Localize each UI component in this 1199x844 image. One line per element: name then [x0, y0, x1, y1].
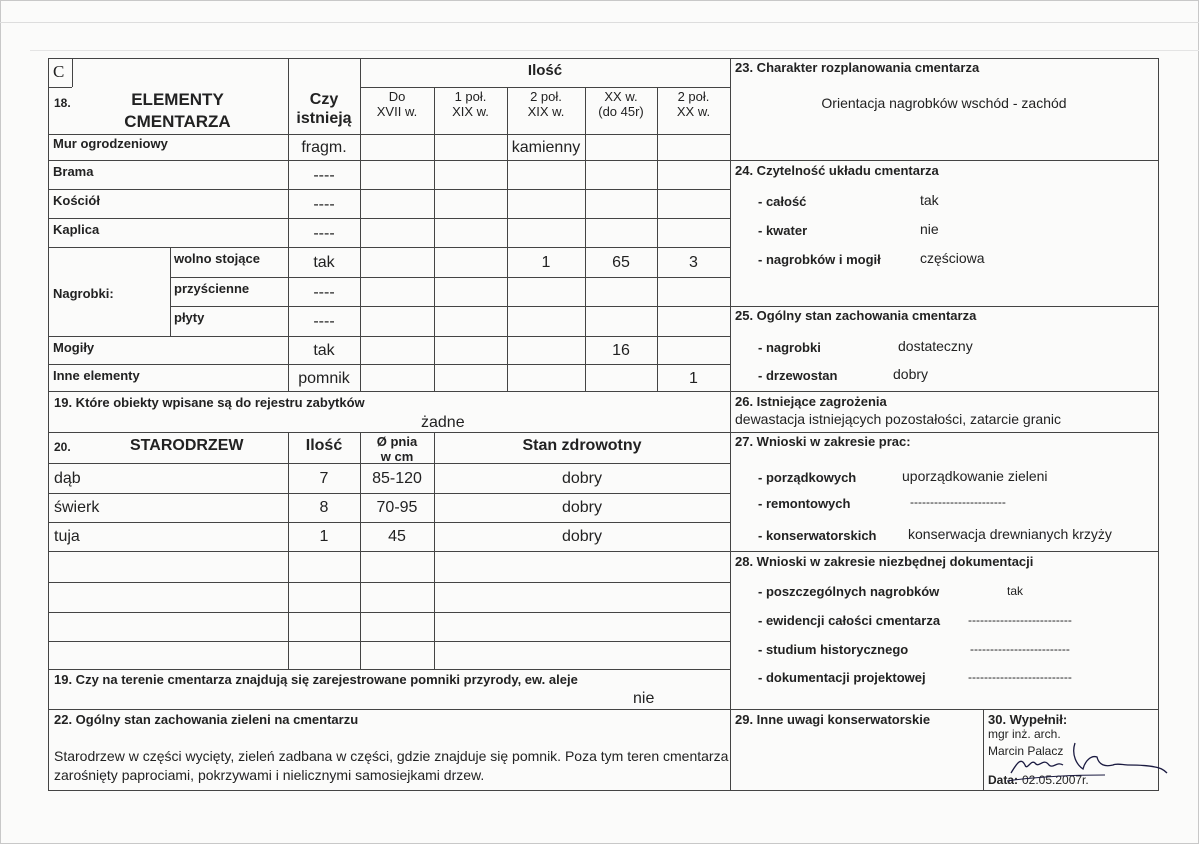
period-5-l2: XX w.: [676, 104, 711, 119]
period-5-l1: 2 poł.: [677, 89, 710, 104]
s18-title-1: ELEMENTY: [131, 90, 224, 109]
s19a-question: 19. Które obiekty wpisane są do rejestru zabytków: [54, 395, 365, 410]
period-3-l2: XIX w.: [527, 104, 565, 119]
period-4-l2: (do 45r): [598, 104, 644, 119]
period-1-l1: Do: [388, 89, 406, 104]
value-mur-kamienny: kamienny: [511, 139, 581, 156]
top-scan-edge: [0, 22, 1199, 23]
value-wolno-2pol20: 3: [689, 254, 698, 271]
s28-nagrobkow-value: tak: [1007, 584, 1024, 598]
s20-col-stan: Stan zdrowotny: [522, 437, 642, 454]
s24-calosc-value: tak: [920, 192, 939, 208]
s24-kwater-label: - kwater: [758, 223, 808, 238]
s18-title-2: CMENTARZA: [124, 112, 231, 131]
s28-title: 28. Wnioski w zakresie niezbędnej dokumentacji: [735, 554, 1034, 569]
row-label-kaplica: Kaplica: [53, 222, 100, 237]
s23-title: 23. Charakter rozplanowania cmentarza: [735, 60, 980, 75]
s28-dokumentacji-value: --------------------------: [968, 670, 1072, 684]
section-letter: C: [53, 62, 65, 81]
s28-studium-label: - studium historycznego: [758, 642, 909, 657]
s19b-question: 19. Czy na terenie cmentarza znajdują się zarejestrowane pomniki przyrody, ew. aleje: [54, 672, 578, 687]
value-inne-2pol20: 1: [689, 370, 698, 387]
s26-text: dewastacja istniejących pozostałości, zatarcie granic: [735, 411, 1062, 427]
tree-name-3: tuja: [54, 528, 80, 545]
s20-col-ilosc: Ilość: [305, 437, 343, 454]
s22-text-2: zarośnięty paprociami, pokrzywami i nielicznymi samosiejkami drzew.: [54, 767, 485, 783]
row-label-wolno: wolno stojące: [174, 251, 260, 266]
s26-title: 26. Istniejące zagrożenia: [735, 394, 887, 409]
top-scan-edge-2: [30, 50, 1199, 51]
s18-number: 18.: [54, 96, 71, 110]
period-4-l1: XX w.: [604, 89, 638, 104]
czy-przyscienne: ----: [313, 284, 335, 301]
s24-calosc-label: - całość: [758, 194, 807, 209]
nagrobki-label: Nagrobki:: [53, 286, 114, 301]
tree-name-1: dąb: [54, 470, 81, 487]
row-label-kosciol: Kościół: [53, 193, 100, 208]
tree-stan-2: dobry: [561, 499, 603, 516]
czy-kosciol: ----: [313, 196, 335, 213]
s27-remontowych-value: ------------------------: [910, 495, 1006, 509]
value-wolno-2pol19: 1: [541, 254, 551, 271]
s28-ewidencji-label: - ewidencji całości cmentarza: [758, 613, 941, 628]
s19a-answer: żadne: [421, 414, 465, 431]
s20-col-pnia-2: w cm: [380, 449, 414, 464]
czy-plyty: ----: [313, 313, 335, 330]
tree-name-2: świerk: [54, 499, 100, 516]
s20-col-pnia-1: Ø pnia: [376, 434, 418, 449]
s30-date-value: 02.05.2007r.: [1022, 773, 1089, 787]
s20-number: 20.: [54, 440, 71, 454]
s25-title: 25. Ogólny stan zachowania cmentarza: [735, 308, 977, 323]
row-label-mogily: Mogiły: [53, 340, 95, 355]
s19b-answer: nie: [633, 690, 655, 707]
s28-ewidencji-value: --------------------------: [968, 613, 1072, 627]
s27-porzadkowych-value: uporządkowanie zieleni: [902, 468, 1048, 484]
row-label-brama: Brama: [53, 164, 94, 179]
tree-stan-3: dobry: [561, 528, 603, 545]
s25-nagrobki-label: - nagrobki: [758, 340, 821, 355]
s27-konserwatorskich-label: - konserwatorskich: [758, 528, 877, 543]
s20-title: STARODRZEW: [130, 437, 244, 454]
s28-nagrobkow-label: - poszczególnych nagrobków: [758, 584, 940, 599]
s24-kwater-value: nie: [920, 221, 939, 237]
s27-title: 27. Wnioski w zakresie prac:: [735, 434, 911, 449]
s24-nagrobkow-value: częściowa: [920, 250, 985, 266]
czy-wolno: tak: [313, 254, 335, 271]
ilosc-header: Ilość: [527, 62, 563, 79]
s24-nagrobkow-label: - nagrobków i mogił: [758, 252, 881, 267]
s25-drzewostan-label: - drzewostan: [758, 368, 838, 383]
czy-inne: pomnik: [298, 370, 350, 387]
s27-porzadkowych-label: - porządkowych: [758, 470, 857, 485]
value-mogily-xx: 16: [612, 342, 630, 359]
s22-title: 22. Ogólny stan zachowania zieleni na cmentarzu: [54, 712, 359, 727]
period-2-l2: XIX w.: [452, 104, 489, 119]
s28-studium-value: -------------------------: [970, 642, 1070, 656]
signature-scribble: [1005, 735, 1175, 790]
row-label-przyscienne: przyścienne: [174, 281, 250, 296]
czy-mogily: tak: [313, 342, 335, 359]
s27-konserwatorskich-value: konserwacja drewnianych krzyży: [908, 526, 1112, 542]
period-3-l1: 2 poł.: [530, 89, 562, 104]
s30-line1: mgr inż. arch.: [988, 727, 1061, 741]
s25-drzewostan-value: dobry: [893, 366, 929, 382]
s28-dokumentacji-label: - dokumentacji projektowej: [758, 670, 926, 685]
period-2-l1: 1 poł.: [454, 89, 487, 104]
row-label-inne: Inne elementy: [53, 368, 140, 383]
s29-title: 29. Inne uwagi konserwatorskie: [735, 712, 931, 727]
s23-text: Orientacja nagrobków wschód - zachód: [821, 95, 1067, 111]
value-wolno-xx: 65: [612, 254, 630, 271]
s30-line2: Marcin Palacz: [988, 744, 1064, 758]
czy-istnieja-2: istnieją: [296, 110, 352, 127]
tree-pnia-1: 85-120: [372, 470, 422, 487]
tree-ilosc-3: 1: [319, 528, 329, 545]
czy-brama: ----: [313, 167, 335, 184]
row-label-plyty: płyty: [174, 310, 205, 325]
s27-remontowych-label: - remontowych: [758, 496, 851, 511]
tree-stan-1: dobry: [561, 470, 603, 487]
czy-istnieja-1: Czy: [309, 91, 339, 108]
tree-ilosc-1: 7: [319, 470, 329, 487]
czy-mur: fragm.: [301, 139, 347, 156]
row-label-mur: Mur ogrodzeniowy: [53, 136, 168, 151]
s22-text-1: Starodrzew w części wycięty, zieleń zadbana w części, gdzie znajduje się pomnik. Poza tym teren cmentarza: [54, 748, 729, 764]
czy-kaplica: ----: [313, 225, 335, 242]
s30-title: 30. Wypełnił:: [988, 712, 1068, 727]
tree-ilosc-2: 8: [319, 499, 329, 516]
s25-nagrobki-value: dostateczny: [898, 338, 973, 354]
period-1-l2: XVII w.: [376, 104, 418, 119]
s30-date-label: Data:: [988, 773, 1019, 787]
s24-title: 24. Czytelność układu cmentarza: [735, 163, 939, 178]
tree-pnia-3: 45: [388, 528, 406, 545]
tree-pnia-2: 70-95: [376, 499, 418, 516]
